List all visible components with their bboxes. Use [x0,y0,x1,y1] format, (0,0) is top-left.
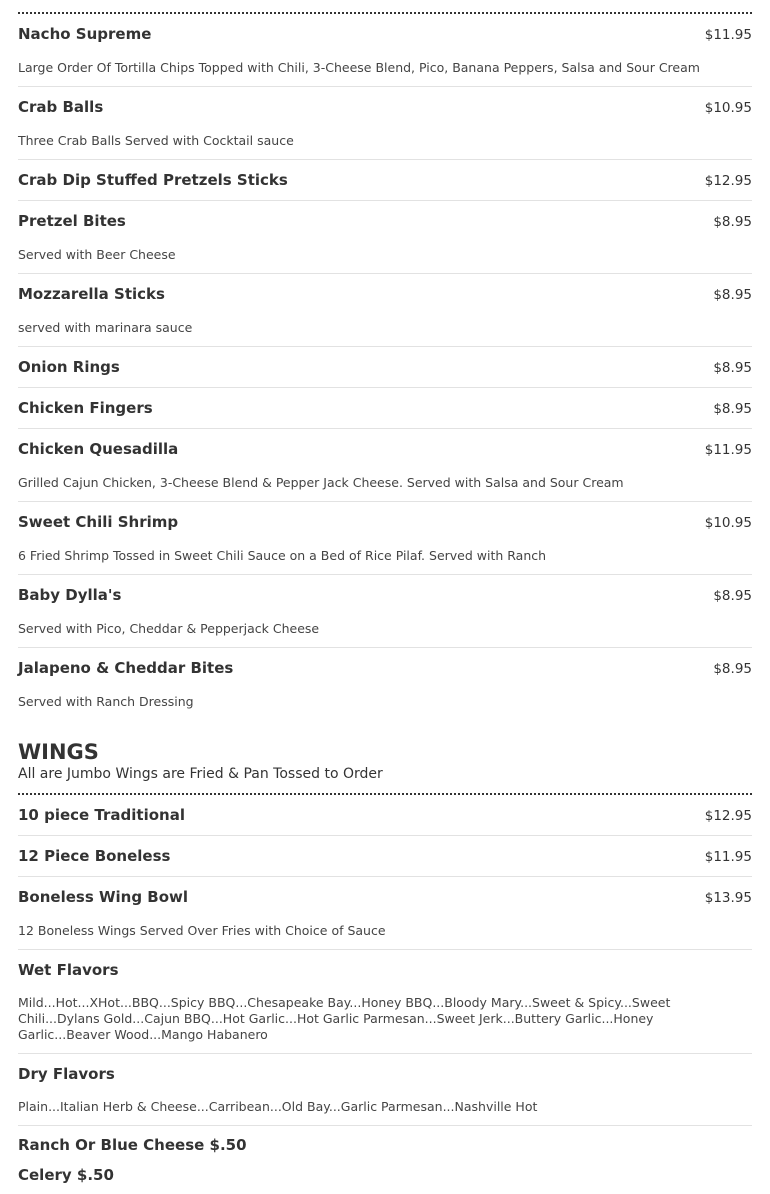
menu-item-header [18,888,752,907]
menu-item-header [18,1065,752,1083]
menu-item-name: Chicken Quesadilla [18,440,179,458]
menu-item-name: Jalapeno & Cheddar Bites [18,659,234,677]
menu-item-name: Pretzel Bites [18,212,126,230]
menu-item-price: $10.95 [704,100,752,116]
extra-celery [18,1158,752,1194]
menu-item-name: Baby Dylla's [18,586,122,604]
menu-item [18,429,752,502]
menu-item-description: Three Crab Balls Served with Cocktail sauce [18,133,294,148]
wings-title: WINGS [18,740,99,764]
menu-item-header [18,25,752,44]
wings-list [18,795,752,1126]
menu-item [18,950,752,1054]
extra-ranch [18,1126,752,1158]
menu-item-price: $13.95 [704,890,752,906]
menu-item-price: $10.95 [704,515,752,531]
menu-item [18,388,752,429]
menu-item-price: $8.95 [713,287,752,303]
menu-item-header [18,285,752,304]
menu-item [18,160,752,201]
menu-item-description: Served with Pico, Cheddar & Pepperjack Cheese [18,621,320,636]
menu-item-name: Wet Flavors [18,961,119,979]
menu-item-name: Onion Rings [18,358,120,376]
menu-item-price: $11.95 [704,442,752,458]
menu-item-name: Crab Balls [18,98,104,116]
menu-item [18,648,752,720]
menu-item [18,87,752,160]
menu-item-description: Large Order Of Tortilla Chips Topped with Chili, 3-Cheese Blend, Pico, Banana Peppers, Salsa and Sour Cream [18,60,700,75]
menu-item-header [18,98,752,117]
menu-item [18,836,752,877]
menu-item-price: $12.95 [704,808,752,824]
menu-item-description: 12 Boneless Wings Served Over Fries with Choice of Sauce [18,923,386,938]
menu-item-price: $8.95 [713,360,752,376]
menu-item-header [18,659,752,678]
menu-item-name: Boneless Wing Bowl [18,888,189,906]
menu-item [18,347,752,388]
menu [18,12,752,1194]
appetizer-list [18,14,752,720]
menu-item-description: 6 Fried Shrimp Tossed in Sweet Chili Sauce on a Bed of Rice Pilaf. Served with Ranch [18,548,547,563]
wings-section [18,720,752,1194]
menu-item-name: Mozzarella Sticks [18,285,165,303]
menu-item-header [18,586,752,605]
menu-item [18,1054,752,1126]
menu-item-price: $8.95 [713,214,752,230]
menu-item-name: Chicken Fingers [18,399,153,417]
menu-item [18,274,752,347]
menu-item-header [18,513,752,532]
menu-item-name: Crab Dip Stuffed Pretzels Sticks [18,171,288,189]
menu-item-name: 10 piece Traditional [18,806,185,824]
menu-item-price: $12.95 [704,173,752,189]
menu-item [18,877,752,950]
menu-item-header [18,358,752,377]
menu-item-description: Mild...Hot...XHot...BBQ...Spicy BBQ...Chesapeake Bay...Honey BBQ...Bloody Mary...Sweet & Spicy...Sweet Chili...Dylans Gold...Cajun BBQ...Hot Garlic...Hot Garlic Parmesan...Sweet Jerk...Buttery Garlic...Honey Garlic...Beaver Wood...Mango Habanero [18,995,671,1042]
extra-celery-label: Celery $.50 [18,1166,114,1184]
extra-ranch-label: Ranch Or Blue Cheese $.50 [18,1136,247,1154]
menu-item [18,201,752,274]
menu-item-header [18,440,752,459]
menu-item-header [18,961,752,979]
menu-item-price: $8.95 [713,661,752,677]
menu-item-description: Served with Ranch Dressing [18,694,194,709]
menu-item-header [18,847,752,866]
menu-item-price: $8.95 [713,401,752,417]
wings-subtitle: All are Jumbo Wings are Fried & Pan Tossed to Order [18,766,383,782]
menu-item [18,575,752,648]
menu-item-name: Sweet Chili Shrimp [18,513,179,531]
menu-item-description: Grilled Cajun Chicken, 3-Cheese Blend & Pepper Jack Cheese. Served with Salsa and Sour Cream [18,475,624,490]
menu-item-price: $11.95 [704,849,752,865]
menu-item-description: Served with Beer Cheese [18,247,176,262]
menu-item [18,502,752,575]
menu-item-header [18,171,752,190]
menu-item-name: Nacho Supreme [18,25,152,43]
menu-item-name: 12 Piece Boneless [18,847,171,865]
menu-item [18,795,752,836]
menu-item-description: Plain...Italian Herb & Cheese...Carribean...Old Bay...Garlic Parmesan...Nashville Hot [18,1099,538,1114]
menu-item-name: Dry Flavors [18,1065,115,1083]
menu-item-header [18,399,752,418]
menu-item-description: served with marinara sauce [18,320,193,335]
menu-item-price: $11.95 [704,27,752,43]
menu-item-header [18,806,752,825]
menu-item [18,14,752,87]
menu-item-header [18,212,752,231]
menu-item-price: $8.95 [713,588,752,604]
